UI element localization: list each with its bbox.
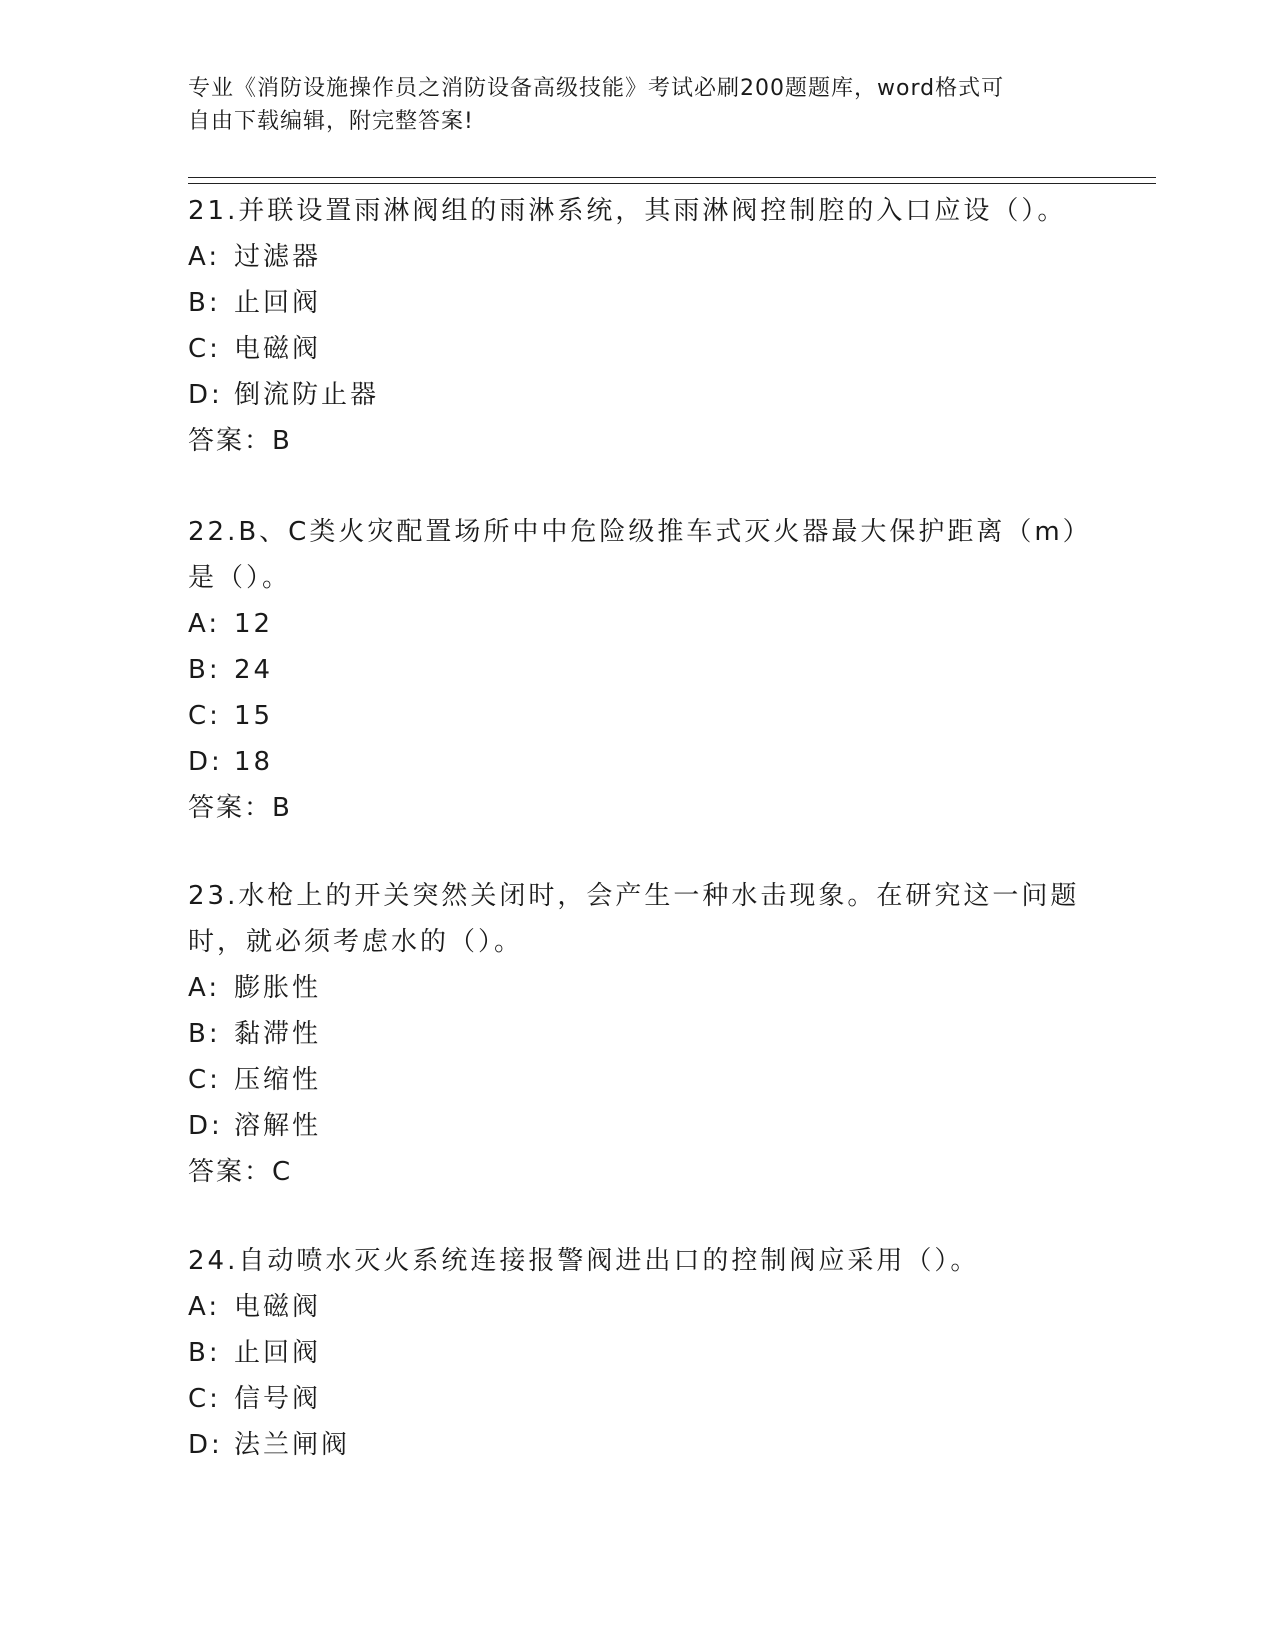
option-key: B: (188, 288, 221, 318)
option-a (188, 234, 1088, 280)
answer-line: 答案：C (188, 1157, 293, 1187)
question-stem: 21.并联设置雨淋阀组的雨淋系统，其雨淋阀控制腔的入口应设（）。 (188, 196, 1067, 226)
option-key: A: (188, 1292, 221, 1322)
answer-line: 答案：B (188, 426, 292, 456)
document-header (188, 72, 1068, 138)
option-text: 电磁阀 (234, 1292, 322, 1322)
answer-line: 答案：B (188, 793, 292, 823)
option-key: C: (188, 701, 221, 731)
option-key: A: (188, 973, 221, 1003)
question-stem: 22.B、C类火灾配置场所中中危险级推车式灭火器最大保护距离（m） (188, 517, 1092, 547)
option-key: D: (188, 380, 223, 410)
question-stem-continued: 是（）。 (188, 563, 292, 593)
option-text: 18 (234, 747, 274, 777)
option-b (188, 1011, 1088, 1057)
question-stem: 23.水枪上的开关突然关闭时，会产生一种水击现象。在研究这一问题 (188, 881, 1080, 911)
option-a (188, 965, 1088, 1011)
option-c (188, 1057, 1088, 1103)
option-key: A: (188, 242, 221, 272)
option-text: 信号阀 (234, 1384, 322, 1414)
option-c (188, 1376, 1088, 1422)
question-23 (188, 873, 1088, 1195)
option-text: 膨胀性 (234, 973, 322, 1003)
option-d (188, 1422, 1088, 1468)
option-key: C: (188, 1384, 221, 1414)
option-text: 电磁阀 (234, 334, 322, 364)
option-key: A: (188, 609, 221, 639)
option-key: C: (188, 1065, 221, 1095)
option-a (188, 1284, 1088, 1330)
option-text: 止回阀 (234, 288, 322, 318)
option-text: 12 (234, 609, 274, 639)
header-rule-top (188, 177, 1156, 178)
option-d (188, 1103, 1088, 1149)
option-text: 法兰闸阀 (234, 1430, 351, 1460)
question-24 (188, 1238, 1088, 1468)
question-stem-continued: 时，就必须考虑水的（）。 (188, 927, 524, 957)
option-c (188, 326, 1088, 372)
option-b (188, 280, 1088, 326)
header-line-2: 自由下载编辑，附完整答案! (188, 109, 474, 134)
option-text: 倒流防止器 (234, 380, 380, 410)
option-text: 溶解性 (234, 1111, 322, 1141)
option-text: 过滤器 (234, 242, 322, 272)
option-key: B: (188, 1338, 221, 1368)
option-key: D: (188, 1430, 223, 1460)
option-b (188, 1330, 1088, 1376)
question-21 (188, 188, 1088, 464)
option-key: C: (188, 334, 221, 364)
option-d (188, 372, 1088, 418)
option-c (188, 693, 1088, 739)
option-text: 24 (234, 655, 274, 685)
option-text: 黏滞性 (234, 1019, 322, 1049)
question-22 (188, 509, 1092, 831)
option-a (188, 601, 1088, 647)
option-text: 压缩性 (234, 1065, 322, 1095)
header-rule-bottom (188, 183, 1156, 184)
option-key: D: (188, 747, 223, 777)
option-key: D: (188, 1111, 223, 1141)
question-stem: 24.自动喷水灭火系统连接报警阀进出口的控制阀应采用（）。 (188, 1246, 980, 1276)
option-text: 15 (234, 701, 274, 731)
header-line-1: 专业《消防设施操作员之消防设备高级技能》考试必刷200题题库，word格式可 (188, 76, 1005, 101)
option-text: 止回阀 (234, 1338, 322, 1368)
option-key: B: (188, 1019, 221, 1049)
option-b (188, 647, 1088, 693)
option-d (188, 739, 1088, 785)
option-key: B: (188, 655, 221, 685)
